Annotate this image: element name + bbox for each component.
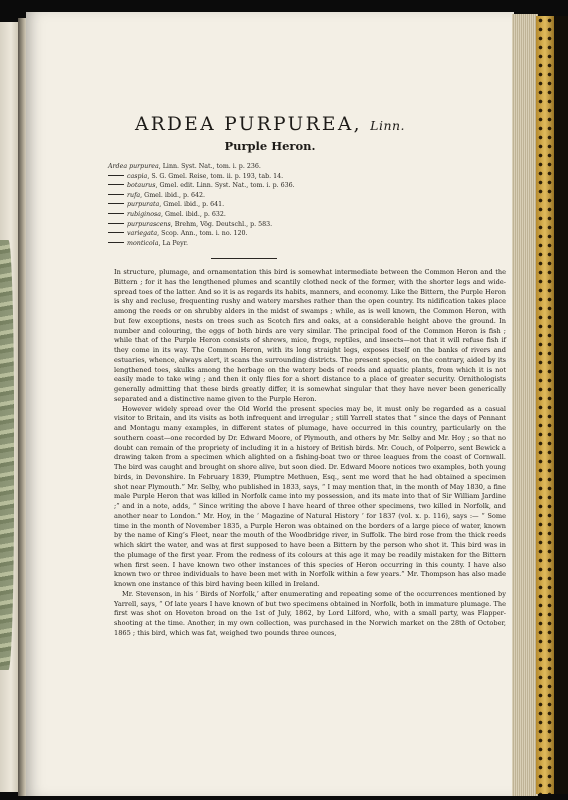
section-divider [211, 258, 277, 259]
synonym-name: rubiginosa [127, 210, 161, 218]
synonym-name: botaurus [127, 182, 156, 190]
facing-plate-illustration [0, 240, 14, 670]
paragraph: In structure, plumage, and ornamentation this bird is somewhat intermediate between the Common Heron and the Bittern ; for it has the lengthened plumes and scantily clothed neck of the former, with the shorter legs and wide-spread toes of the latter. And so it is as regards its habits, manners, and economy. Like the Bittern, the Purple Heron is shy and recluse, frequenting rushy and watery marshes rather than the open country. Its nidification takes place among the reeds or on shrubby alders in the midst of swamps ; while, as is well known, the Common Heron, with but few exceptions, nests on trees such as Scotch firs and oaks, at a considerable height above the ground. In number and colouring, the eggs of both birds are very similar. The principal food of the Common Heron is fish ; while that of the Purple Heron consists of shrews, mice, frogs, reptiles, and insects—not that it will refuse fish if they come in its way. The Common Heron, with its long straight legs, exposes itself on the banks of rivers and estuaries, whence, always alert, it scans the surrounding districts. The present species, on the contrary, aided by its lengthened toes, skulks among the herbage on the watery beds of reeds and aquatic plants, from which it is not easily made to take wing ; and then it only flies for a short distance to a place of greater security. Ornithologists generally admitting that these birds greatly differ, it is somewhat singular that they have never been generically separated and a distinctive name given to the Purple Heron. [114, 268, 506, 403]
synonym-entry [108, 229, 468, 239]
synonym-name: monticola [127, 239, 159, 247]
background-shadow [554, 16, 568, 794]
ditto-dash [108, 175, 124, 176]
synonym-name: purpurascens [127, 220, 171, 228]
ditto-dash [108, 203, 124, 204]
synonym-entry [108, 220, 468, 230]
synonym-reference: , Scop. Ann., tom. i. no. 120. [157, 230, 248, 238]
synonym-reference: , S. G. Gmel. Reise, tom. ii. p. 193, tab. 14. [147, 172, 284, 180]
body-text [114, 268, 506, 639]
synonym-entry [108, 172, 468, 182]
synonym-entry [108, 181, 468, 191]
synonym-reference: , Linn. Syst. Nat., tom. i. p. 236. [158, 163, 261, 170]
ditto-dash [108, 223, 124, 224]
ditto-dash [108, 242, 124, 243]
synonym-name: variegata [127, 230, 158, 238]
synonym-entry [108, 191, 468, 201]
synonym-name: Ardea purpurea [108, 163, 159, 170]
ditto-dash [108, 194, 124, 195]
synonymy-list [108, 162, 468, 248]
synonym-entry [108, 200, 468, 210]
synonym-name: purpurata [127, 201, 160, 209]
paragraph: Mr. Stevenson, in his ‘ Birds of Norfolk,’ after enumerating and repeating some of the occurrences mentioned by Yarrell, says, “ Of late years I have known of but two specimens obtained in Norfolk, both in immature plumage. The first was shot on Hoveton broad on the 1st of July, 1862, by Lord Lilford, who, with a small party, was Flapper-shooting at the time. Another, in my own collection, was purchased in the Norwich market on the 28th of October, 1865 ; this bird, which was fat, weighed two pounds three ounces, [114, 589, 506, 637]
synonym-entry [108, 239, 468, 249]
page-title [26, 114, 514, 135]
synonym-reference: , Brehm, Vög. Deutschl., p. 583. [170, 220, 273, 228]
synonym-entry [108, 162, 468, 172]
synonym-entry [108, 210, 468, 220]
paragraph: However widely spread over the Old World the present species may be, it must only be regarded as a casual visitor to Britain, and its visits as both infrequent and irregular ; still Yarrell states that “ since the days of Pennant and Montagu many examples, in different states of plumage, have occurred in this country, particularly on the southern coast—one recorded by Dr. Edward Moore, of Plymouth, and others by Mr. Selby and Mr. Hoy ; so that no doubt can remain of the propriety of including it in a history of British birds. Mr. Couch, of Polperro, sent Bewick a drawing taken from a specimen which alighted on a fishing-boat two or three leagues from the coast of Cornwall. The bird was caught and brought on shore alive, but soon died. Dr. Edward Moore notices two examples, both young birds, in Devonshire. In February 1839, Plumptre Methuen, Esq., sent me word that he had obtained a specimen shot near Plymouth.” Mr. Selby, who published in 1833, says, “ I may mention that, in the month of May 1830, a fine male Purple Heron that was killed in Norfolk came into my possession, and its mate into that of Sir William Jardine ;” and in a note, adds, “ Since writing the above I have heard of three other specimens, two killed in Norfolk, and another near to London.” Mr. Hoy, in the ‘ Magazine of Natural History ’ for 1837 (vol. x. p. 116), says :— “ Some time in the month of November 1835, a Purple Heron was obtained on the borders of a large piece of water, known by the name of King’s Fleet, near the mouth of the Woodbridge river, in Suffolk. The bird rose from the thick reeds which skirt the water, and was at first supposed to have been a Bittern by the person who shot it. This bird was in the plumage of the first year. From the redness of its colours at this age it may be readily mistaken for the Bittern when first seen. I have known two other instances of this species of Heron occurring in this county. I have also known two or three individuals to have been met with in Norfolk within a few years.” Mr. Thompson has also made known one instance of this bird having been killed in Ireland. [114, 404, 506, 588]
page-stack [512, 14, 538, 796]
ditto-dash [108, 213, 124, 214]
gilt-page-edge [536, 16, 554, 794]
synonym-name: rufa [127, 191, 141, 199]
synonym-name: caspia [127, 172, 148, 180]
species-name: ARDEA PURPUREA, [134, 114, 362, 135]
synonym-reference: , Gmel. ibid., p. 632. [161, 210, 226, 218]
synonym-reference: , Gmel. ibid., p. 642. [140, 191, 206, 199]
common-name: Purple Heron. [224, 139, 316, 153]
ditto-dash [108, 184, 124, 185]
author-name: Linn. [370, 118, 406, 133]
synonym-reference: , Gmel. edit. Linn. Syst. Nat., tom. i. p. 636. [155, 182, 295, 190]
synonym-reference: , La Peyr. [158, 239, 188, 247]
synonym-reference: , Gmel. ibid., p. 641. [159, 201, 225, 209]
ditto-dash [108, 232, 124, 233]
